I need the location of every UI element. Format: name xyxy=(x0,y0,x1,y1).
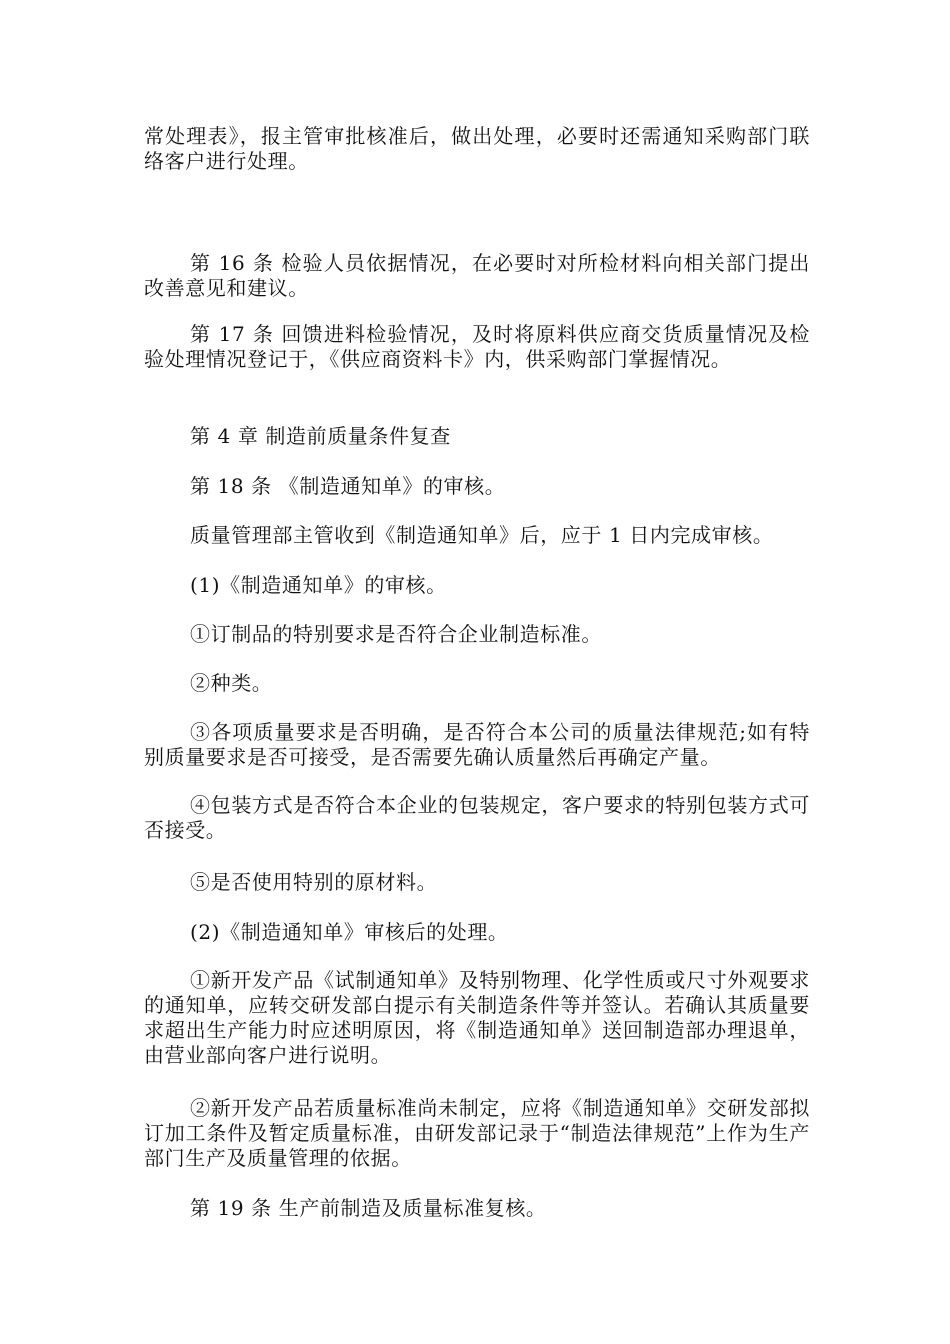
article-19: 第 19 条 生产前制造及质量标准复核。 xyxy=(190,1196,547,1220)
paragraph-continuation: 常处理表》，报主管审批核准后，做出处理，必要时还需通知采购部门联络客户进行处理。 xyxy=(144,124,810,173)
item-4: ④包装方式是否符合本企业的包装规定，客户要求的特别包装方式可否接受。 xyxy=(144,793,810,842)
article-16: 第 16 条 检验人员依据情况，在必要时对所检材料向相关部门提出改善意见和建议。 xyxy=(144,251,810,300)
item-5: ⑤是否使用特别的原材料。 xyxy=(190,870,438,894)
article-18: 第 18 条 《制造通知单》的审核。 xyxy=(190,474,506,498)
item-1: ①订制品的特别要求是否符合企业制造标准。 xyxy=(190,622,602,646)
section-1-heading: (1)《制造通知单》的审核。 xyxy=(190,573,447,597)
handling-item-2: ②新开发产品若质量标准尚未制定，应将《制造通知单》交研发部拟订加工条件及暂定质量标准，由研发部记录于“制造法律规范”上作为生产部门生产及质量管理的依据。 xyxy=(144,1096,810,1170)
article-17: 第 17 条 回馈进料检验情况，及时将原料供应商交货质量情况及检验处理情况登记于，《供应商资料卡》内，供采购部门掌握情况。 xyxy=(144,322,810,371)
section-2-heading: (2)《制造通知单》审核后的处理。 xyxy=(190,920,509,944)
handling-item-1: ①新开发产品《试制通知单》及特别物理、化学性质或尺寸外观要求的通知单，应转交研发部白提示有关制造条件等并签认。若确认其质量要求超出生产能力时应述明原因，将《制造通知单》送回制造部办理退单，由营业部向客户进行说明。 xyxy=(144,968,810,1067)
item-3: ③各项质量要求是否明确，是否符合本公司的质量法律规范;如有特别质量要求是否可接受，是否需要先确认质量然后再确定产量。 xyxy=(144,720,810,769)
chapter-4-heading: 第 4 章 制造前质量条件复查 xyxy=(190,424,451,448)
paragraph-review-deadline: 质量管理部主管收到《制造通知单》后，应于 1 日内完成审核。 xyxy=(190,523,774,547)
item-2: ②种类。 xyxy=(190,671,273,695)
